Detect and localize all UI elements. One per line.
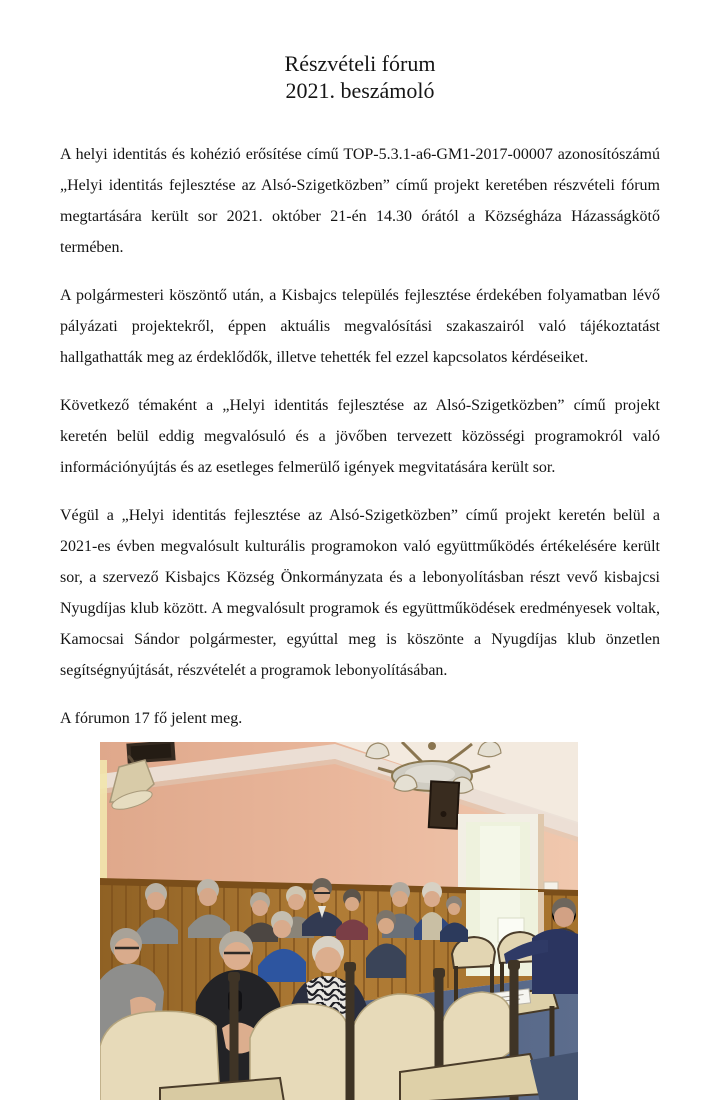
paragraph-attendance: A fórumon 17 fő jelent meg. — [60, 710, 243, 727]
meeting-photo — [100, 742, 578, 1100]
speaker-center — [429, 781, 459, 828]
document-page — [60, 0, 660, 1100]
paragraph-evaluation: Végül a „Helyi identitás fejlesztése az Alsó-Szigetközben” című projekt keretén belül a 2021-es évben megvalósult kulturális programokon való együttműködés értékelésére került sor, a szervező Kisbajcs Község Önkormányzata és a lebonyolításban részt vevő kisbajcsi Nyugdíjas klub között. A megvalósult programok és együttműködések eredményesek voltak, Kamocsai Sándor polgármester, egyúttal meg is köszönte a Nyugdíjas klub önzetlen segítségnyújtását, részvételét a programok lebonyolításában. — [60, 507, 660, 679]
title-line-2: 2021. beszámoló — [285, 78, 435, 103]
paragraph-next-topic: Következő témaként a „Helyi identitás fejlesztése az Alsó-Szigetközben” című projekt keretén belül eddig megvalósuló és a jövőben tervezett közösségi programokról való információnyújtás és az esetleges felmerülő igények megvitatására került sor. — [60, 397, 660, 476]
paragraph-mayor-welcome: A polgármesteri köszöntő után, a Kisbajcs település fejlesztése érdekében folyamatban lévő pályázati projektekről, éppen aktuális megvalósítási szakaszairól való tájékoztatást hallgathatták meg az érdeklődők, illetve tehették fel ezzel kapcsolatos kérdéseiket. — [60, 287, 660, 366]
document-body — [60, 139, 660, 734]
title-line-1: Részvételi fórum — [284, 51, 436, 76]
meeting-photo-graphic — [100, 742, 578, 1100]
paragraph-project-intro: A helyi identitás és kohézió erősítése című TOP-5.3.1-a6-GM1-2017-00007 azonosítószámú „Helyi identitás fejlesztése az Alsó-Szigetközben” című projekt keretében részvételi fórum megtartására került sor 2021. október 21-én 14.30 órától a Községháza Házasságkötő termében. — [60, 146, 660, 256]
document-title — [60, 50, 660, 104]
